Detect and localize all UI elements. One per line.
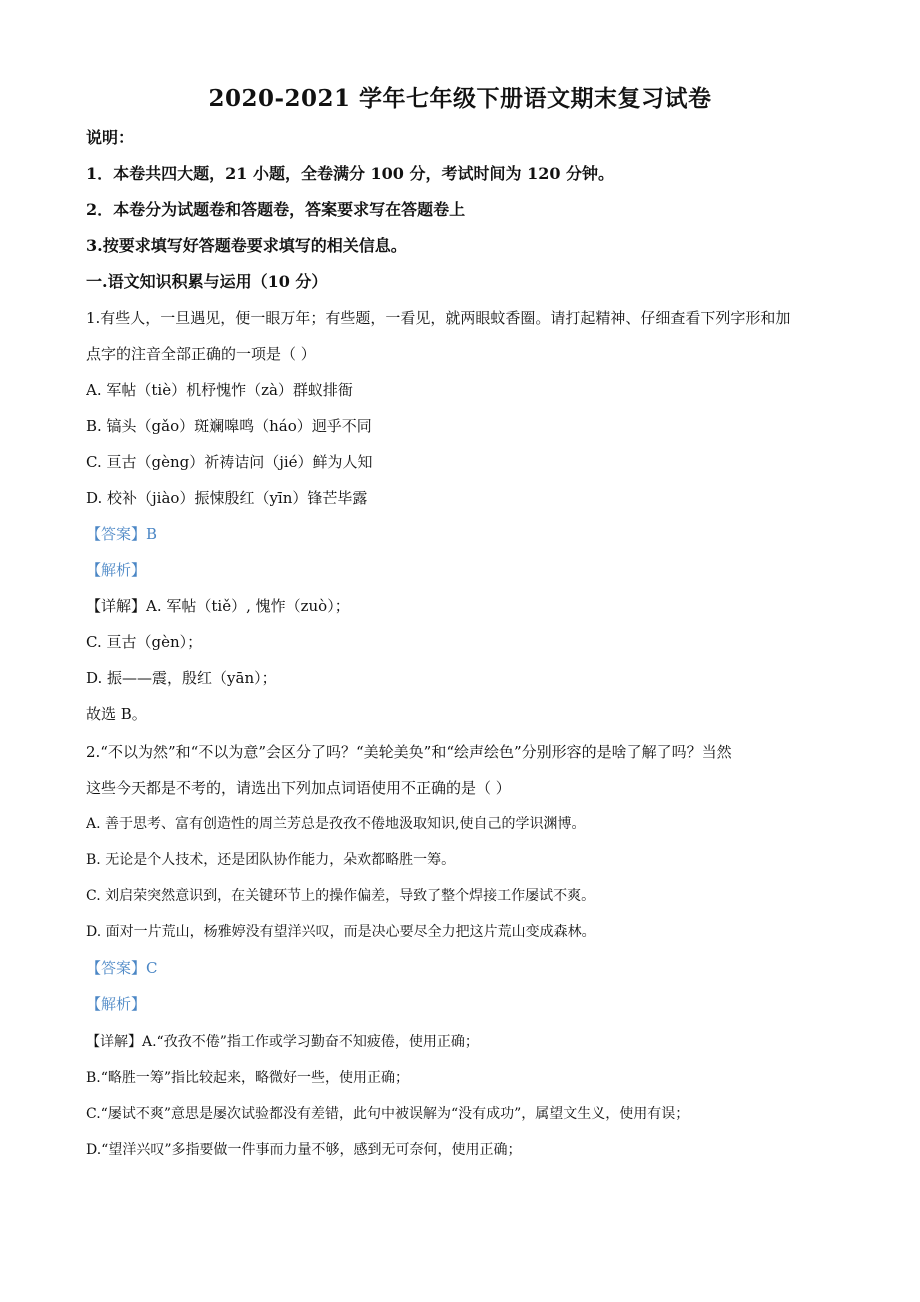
question-1-detail-4: 故选 B。 bbox=[86, 705, 147, 723]
question-2-answer: 【答案】C bbox=[86, 959, 158, 977]
instruction-item-2: 2．本卷分为试题卷和答题卷，答案要求写在答题卷上 bbox=[86, 200, 466, 219]
section-heading-1: 一.语文知识积累与运用（10 分） bbox=[86, 272, 328, 291]
question-1-stem-line-1: 1.有些人，一旦遇见，便一眼万年；有些题，一看见，就两眼蚊香圈。请打起精神、仔细查看下列字形和加 bbox=[86, 309, 791, 327]
question-1-option-d: D. 校补（jiào）振悚殷红（yīn）锋芒毕露 bbox=[86, 489, 368, 507]
question-1-detail-2: C. 亘古（gèn）； bbox=[86, 633, 203, 651]
question-1-option-b: B. 镐头（gǎo）斑斓嗥鸣（háo）迥乎不同 bbox=[86, 417, 372, 435]
instruction-item-1: 1．本卷共四大题，21 小题，全卷满分 100 分，考试时间为 120 分钟。 bbox=[86, 164, 615, 183]
question-2-option-d: D. 面对一片荒山，杨雅婷没有望洋兴叹，而是决心要尽全力把这片荒山变成森林。 bbox=[86, 924, 596, 940]
question-1-answer: 【答案】B bbox=[86, 525, 158, 543]
question-2-detail-3: C.“屡试不爽”意思是屡次试验都没有差错，此句中被误解为“没有成功”，属望文生义，使用有误； bbox=[86, 1106, 690, 1122]
question-1-analysis-label: 【解析】 bbox=[86, 561, 147, 579]
question-1-option-a: A. 军帖（tiè）机杼愧怍（zà）群蚁排衙 bbox=[86, 381, 353, 399]
question-2-detail-4: D.“望洋兴叹”多指要做一件事而力量不够，感到无可奈何，使用正确； bbox=[86, 1142, 522, 1158]
question-1-detail-3: D. 振——震，殷红（yān）； bbox=[86, 669, 277, 687]
question-2-detail-2: B.“略胜一筹”指比较起来，略微好一些，使用正确； bbox=[86, 1070, 410, 1086]
question-2-option-c: C. 刘启荣突然意识到，在关键环节上的操作偏差，导致了整个焊接工作屡试不爽。 bbox=[86, 888, 596, 904]
question-1-stem-line-2: 点字的注音全部正确的一项是（ ） bbox=[86, 345, 316, 363]
question-2-stem-line-1: 2.“不以为然”和“不以为意”会区分了吗？“美轮美奂”和“绘声绘色”分别形容的是啥了解了吗？当然 bbox=[86, 743, 732, 761]
question-2-option-b: B. 无论是个人技术，还是团队协作能力，朵欢都略胜一筹。 bbox=[86, 852, 456, 868]
instruction-item-3: 3.按要求填写好答题卷要求填写的相关信息。 bbox=[86, 236, 407, 255]
question-2-stem-line-2: 这些今天都是不考的，请选出下列加点词语使用不正确的是（ ） bbox=[86, 779, 511, 797]
page-title: 2020-2021 学年七年级下册语文期末复习试卷 bbox=[208, 85, 712, 112]
question-1-detail-1: 【详解】A. 军帖（tiě）, 愧怍（zuò）； bbox=[86, 597, 350, 615]
instructions-heading: 说明： bbox=[86, 128, 135, 147]
question-2-option-a: A. 善于思考、富有创造性的周兰芳总是孜孜不倦地汲取知识,使自己的学识渊博。 bbox=[86, 816, 586, 832]
question-2-analysis-label: 【解析】 bbox=[86, 995, 147, 1013]
question-2-detail-1: 【详解】A.“孜孜不倦”指工作或学习勤奋不知疲倦，使用正确； bbox=[86, 1034, 479, 1050]
question-1-option-c: C. 亘古（gèng）祈祷诘问（jié）鲜为人知 bbox=[86, 453, 373, 471]
